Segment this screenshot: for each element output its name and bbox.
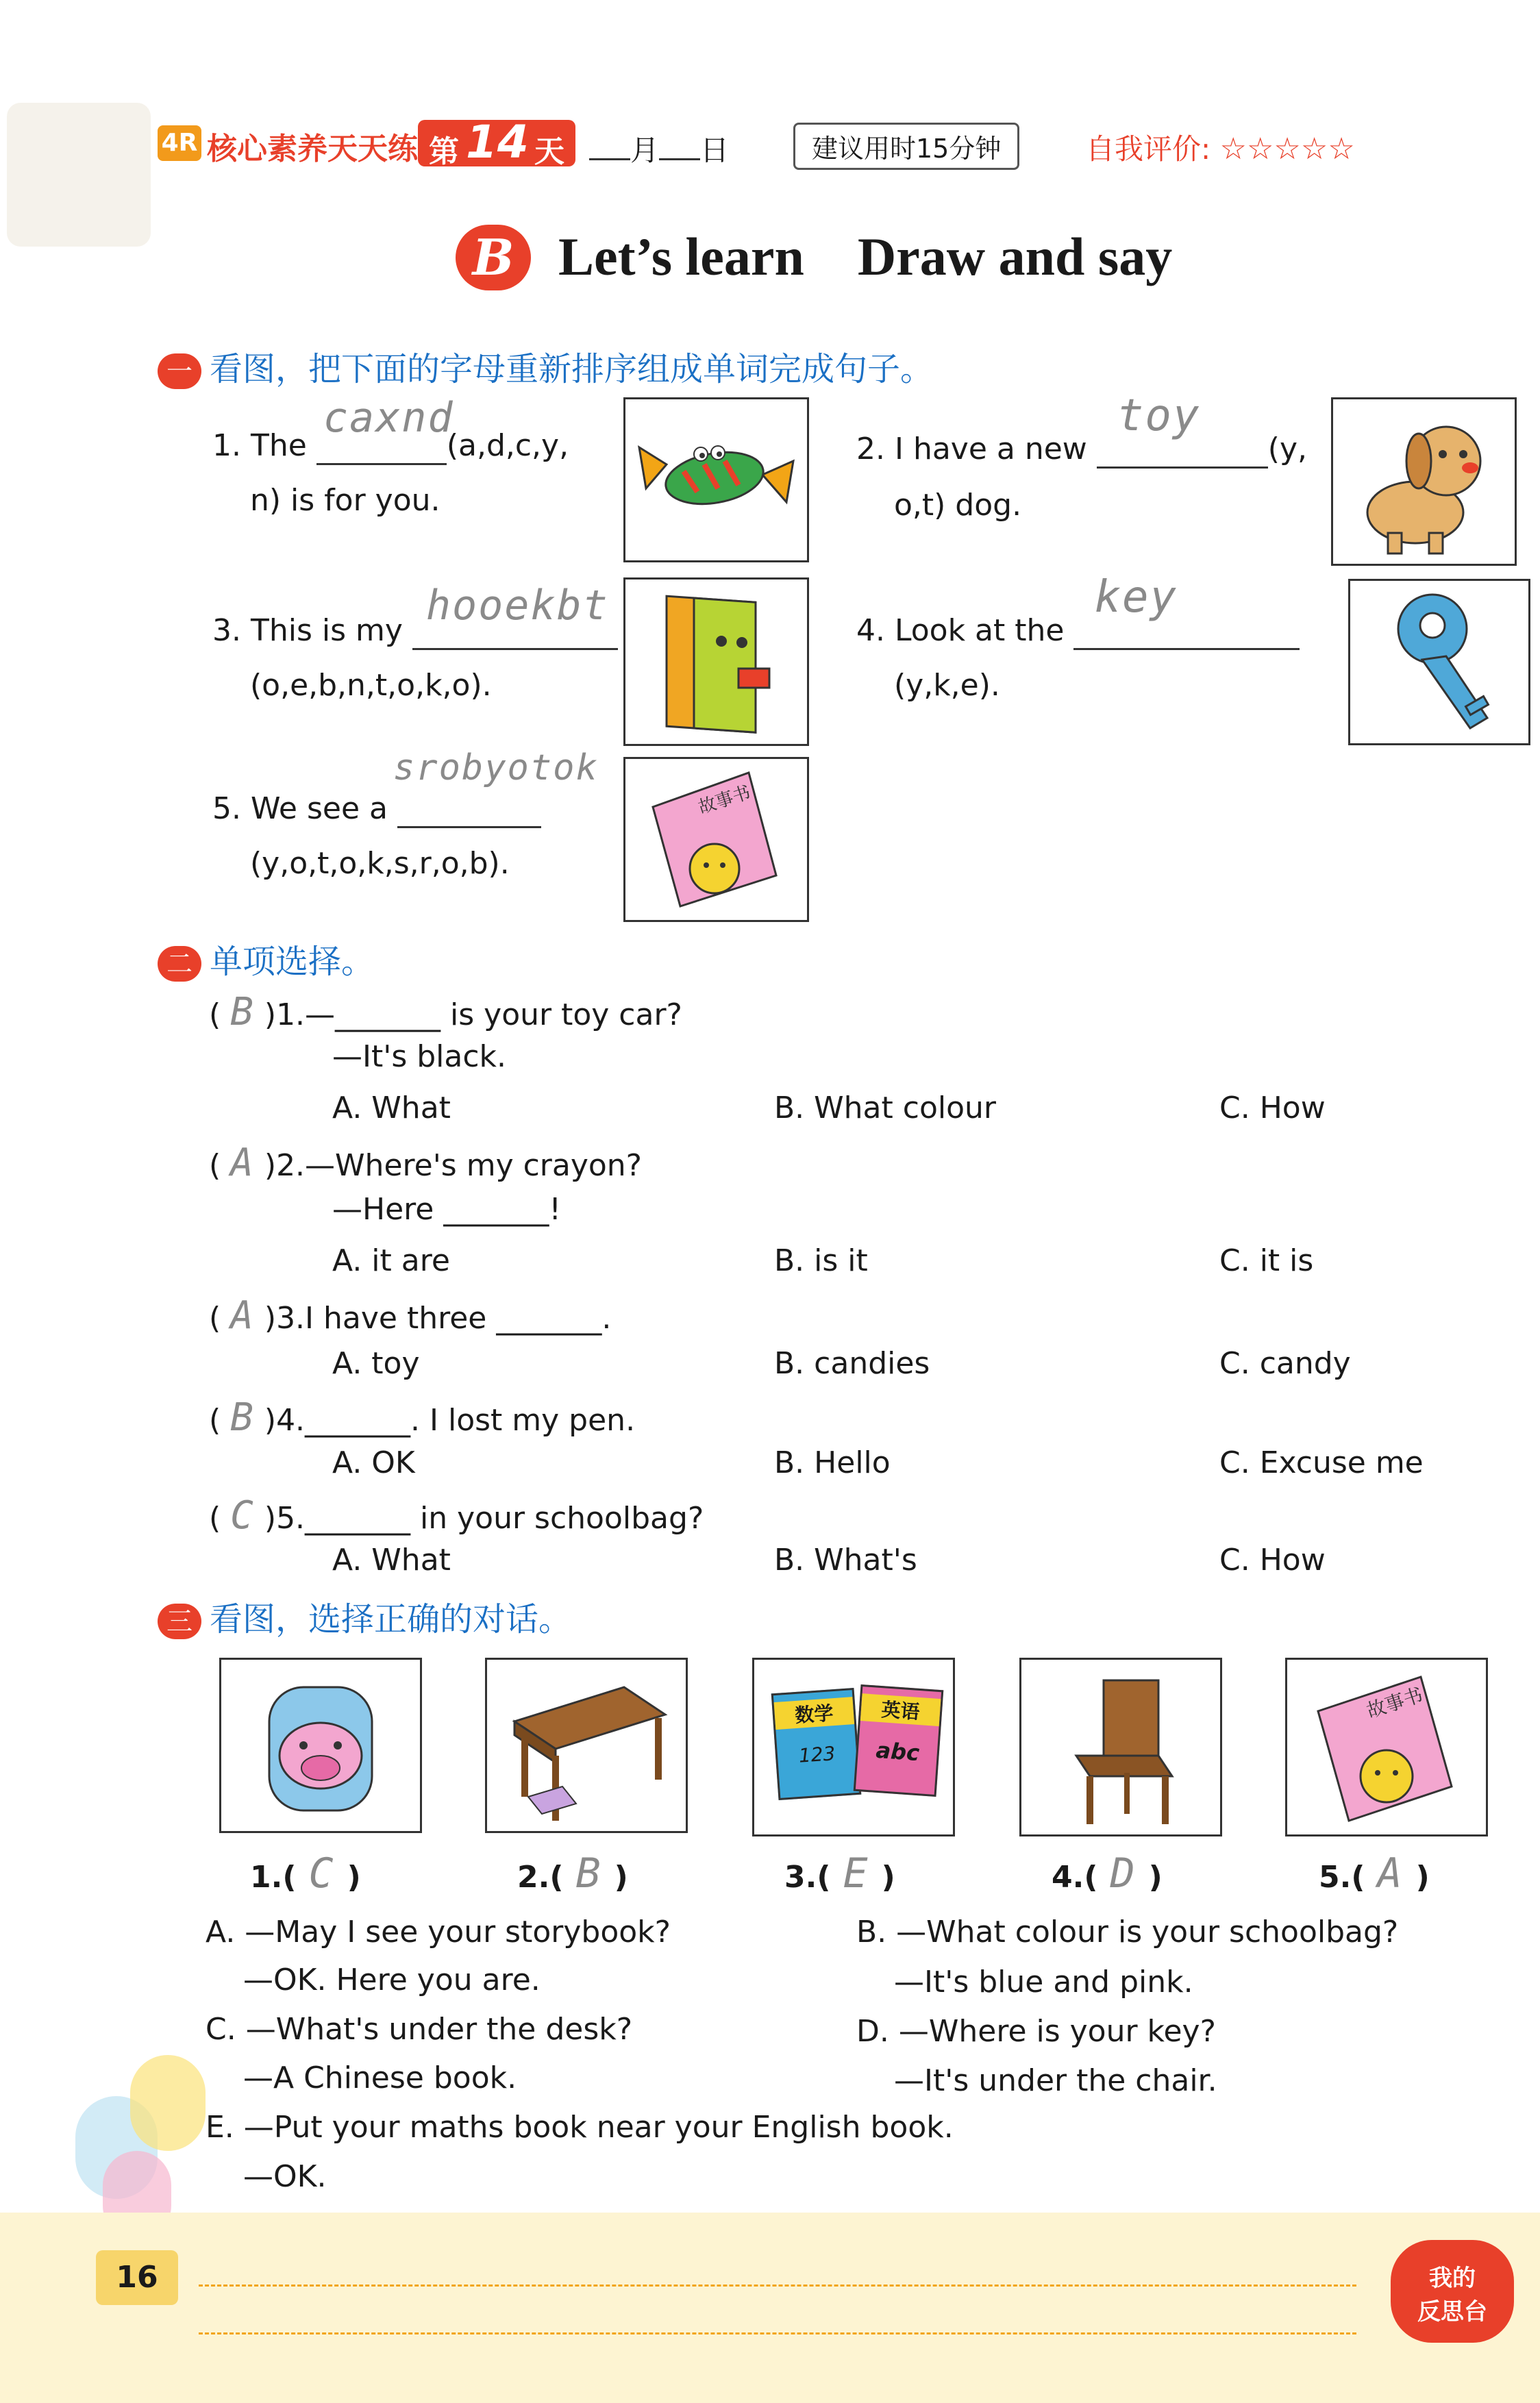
- option-b[interactable]: B. What's: [774, 1543, 917, 1578]
- s1-item-1: 1. The caxnd (a,d,c,y,: [212, 428, 569, 465]
- option-b[interactable]: B. Hello: [774, 1445, 891, 1480]
- section2-title: [158, 935, 374, 982]
- section2-number: 二: [158, 946, 201, 982]
- reflect-label-1: 我的: [1429, 2265, 1476, 2292]
- section1-title: [158, 343, 933, 390]
- pic-answer-5: 5.( A ): [1319, 1850, 1430, 1897]
- option-b[interactable]: B. candies: [774, 1346, 930, 1381]
- key-icon: [1348, 579, 1530, 745]
- brand-text: 核心素养天天练: [207, 132, 418, 166]
- option-a[interactable]: A. What: [332, 1543, 451, 1578]
- desk-icon: [485, 1658, 688, 1833]
- answer-blank[interactable]: [412, 582, 618, 650]
- schoolbag-icon: [219, 1658, 422, 1833]
- s1-item-2-cont: o,t) dog.: [894, 488, 1022, 523]
- s1-item-5: 5. We see a srobyotok: [212, 791, 541, 828]
- option-a[interactable]: A. OK: [332, 1445, 415, 1480]
- answer-blank[interactable]: [1073, 572, 1300, 650]
- day-number: 14: [466, 116, 529, 169]
- date-month: 月: [630, 134, 660, 167]
- star-icon[interactable]: ☆: [1246, 132, 1274, 166]
- mc-question-1: ( B )1.—_______ is your toy car?: [209, 990, 682, 1034]
- pic-answer-4: 4.( D ): [1052, 1850, 1163, 1897]
- pic-answer-3: 3.( E ): [784, 1850, 895, 1897]
- day-suffix: 天: [534, 134, 564, 169]
- dialogue-e-line2: —OK.: [243, 2159, 327, 2194]
- storybook-icon: [1285, 1658, 1488, 1837]
- pic-answer-2: 2.( B ): [517, 1850, 628, 1897]
- option-b[interactable]: B. What colour: [774, 1091, 996, 1125]
- option-a[interactable]: A. toy: [332, 1346, 420, 1381]
- english-book: 英语 abc: [854, 1684, 944, 1797]
- handwritten-mark[interactable]: B: [575, 1850, 602, 1897]
- section3-title-text: 看图，选择正确的对话。: [210, 1600, 572, 1639]
- section3-title: [158, 1593, 571, 1640]
- header-bar: [158, 116, 1459, 169]
- handwritten-mark[interactable]: D: [1110, 1850, 1137, 1897]
- reflect-line: [199, 2284, 1356, 2287]
- section1-number: 一: [158, 353, 201, 389]
- pic-answer-1: 1.( C ): [250, 1850, 361, 1897]
- candy-icon: [623, 397, 809, 562]
- chair-icon: [1019, 1658, 1222, 1837]
- date-day: 日: [700, 134, 730, 167]
- handwritten-mark[interactable]: B: [230, 990, 255, 1034]
- title-badge: B: [456, 225, 531, 290]
- handwritten-answer: key: [1094, 572, 1178, 623]
- suggest-time: 建议用时15分钟: [793, 123, 1019, 170]
- option-c[interactable]: C. Excuse me: [1219, 1445, 1424, 1480]
- title-text: Let’s learn Draw and say: [558, 227, 1173, 286]
- s1-item-4: 4. Look at the key: [856, 613, 1300, 650]
- dialogue-b-line1: B. —What colour is your schoolbag?: [856, 1915, 1399, 1950]
- dialogue-e-line1: E. —Put your maths book near your English book.: [206, 2110, 954, 2145]
- star-icon[interactable]: ☆: [1219, 132, 1247, 166]
- svg-text:故事书: 故事书: [695, 782, 754, 819]
- dialogue-b-line2: —It's blue and pink.: [894, 1965, 1193, 2000]
- dialogue-a-line2: —OK. Here you are.: [243, 1963, 541, 1997]
- answer-blank[interactable]: [316, 394, 454, 465]
- mc-question-2-line2: —Here _______!: [332, 1192, 561, 1227]
- mc-question-2: ( A )2.—Where's my crayon?: [209, 1141, 643, 1185]
- date-fields: [589, 128, 729, 169]
- balloon-icon: [130, 2055, 206, 2151]
- dialogue-d-line1: D. —Where is your key?: [856, 2014, 1216, 2049]
- s1-item-5-cont: (y,o,t,o,k,s,r,o,b).: [250, 846, 510, 881]
- handwritten-mark[interactable]: B: [230, 1395, 255, 1440]
- dialogue-c-line2: —A Chinese book.: [243, 2060, 517, 2095]
- handwritten-mark[interactable]: E: [843, 1850, 869, 1897]
- option-c[interactable]: C. candy: [1219, 1346, 1351, 1381]
- handwritten-mark[interactable]: C: [230, 1493, 255, 1538]
- handwritten-mark[interactable]: A: [1377, 1850, 1404, 1897]
- corner-sticker: [7, 103, 151, 247]
- dialogue-d-line2: —It's under the chair.: [894, 2063, 1217, 2098]
- section2-title-text: 单项选择。: [210, 943, 375, 981]
- books-icon: [752, 1658, 955, 1837]
- section3-number: 三: [158, 1604, 201, 1639]
- answer-blank[interactable]: [1097, 390, 1268, 469]
- day-badge: [418, 116, 575, 169]
- handwritten-mark[interactable]: C: [308, 1850, 335, 1897]
- page-number: 16: [96, 2250, 178, 2305]
- svg-text:故事书: 故事书: [1363, 1683, 1426, 1723]
- handwritten-answer: toy: [1117, 390, 1201, 441]
- handwritten-mark[interactable]: A: [230, 1141, 255, 1185]
- handwritten-answer: hooekbt: [425, 582, 609, 630]
- maths-book: 数学 123: [771, 1688, 862, 1800]
- notebook-icon: [623, 577, 809, 746]
- star-icon[interactable]: ☆: [1328, 132, 1355, 166]
- reflect-line: [199, 2332, 1356, 2334]
- mc-question-5: ( C )5._______ in your schoolbag?: [209, 1493, 704, 1538]
- storybook-icon: [623, 757, 809, 922]
- handwritten-answer: srobyotok: [393, 747, 599, 788]
- dialogue-a-line1: A. —May I see your storybook?: [206, 1915, 671, 1950]
- option-b[interactable]: B. is it: [774, 1243, 868, 1278]
- mc-question-1-line2: —It's black.: [332, 1039, 507, 1074]
- self-eval-label: 自我评价:: [1086, 132, 1211, 166]
- option-c[interactable]: C. How: [1219, 1091, 1326, 1125]
- option-c[interactable]: C. it is: [1219, 1243, 1314, 1278]
- option-a[interactable]: A. What: [332, 1091, 451, 1125]
- star-icon[interactable]: ☆: [1300, 132, 1328, 166]
- s1-item-4-cont: (y,k,e).: [894, 668, 1000, 703]
- mc-question-4: ( B )4._______. I lost my pen.: [209, 1395, 636, 1440]
- mc-question-3: ( A )3.I have three _______.: [209, 1293, 612, 1338]
- s1-item-3: 3. This is my hooekbt: [212, 613, 618, 650]
- footer-band: [0, 2213, 1540, 2403]
- brand-tag: 4R: [158, 125, 201, 161]
- s1-item-3-cont: (o,e,b,n,t,o,k,o).: [250, 668, 492, 703]
- self-eval: [1086, 127, 1355, 168]
- s1-item-1-cont: n) is for you.: [250, 483, 440, 518]
- dog-icon: [1331, 397, 1517, 566]
- reflect-badge[interactable]: [1391, 2240, 1514, 2343]
- dialogue-c-line1: C. —What's under the desk?: [206, 2012, 633, 2047]
- day-prefix: 第: [429, 134, 459, 169]
- section1-title-text: 看图，把下面的字母重新排序组成单词完成句子。: [210, 350, 934, 388]
- option-c[interactable]: C. How: [1219, 1543, 1326, 1578]
- handwritten-mark[interactable]: A: [230, 1293, 255, 1338]
- s1-item-2: 2. I have a new toy (y,: [856, 432, 1307, 469]
- reflect-label-2: 反思台: [1417, 2298, 1487, 2326]
- option-a[interactable]: A. it are: [332, 1243, 450, 1278]
- handwritten-answer: caxnd: [323, 394, 454, 442]
- star-icon[interactable]: ☆: [1274, 132, 1301, 166]
